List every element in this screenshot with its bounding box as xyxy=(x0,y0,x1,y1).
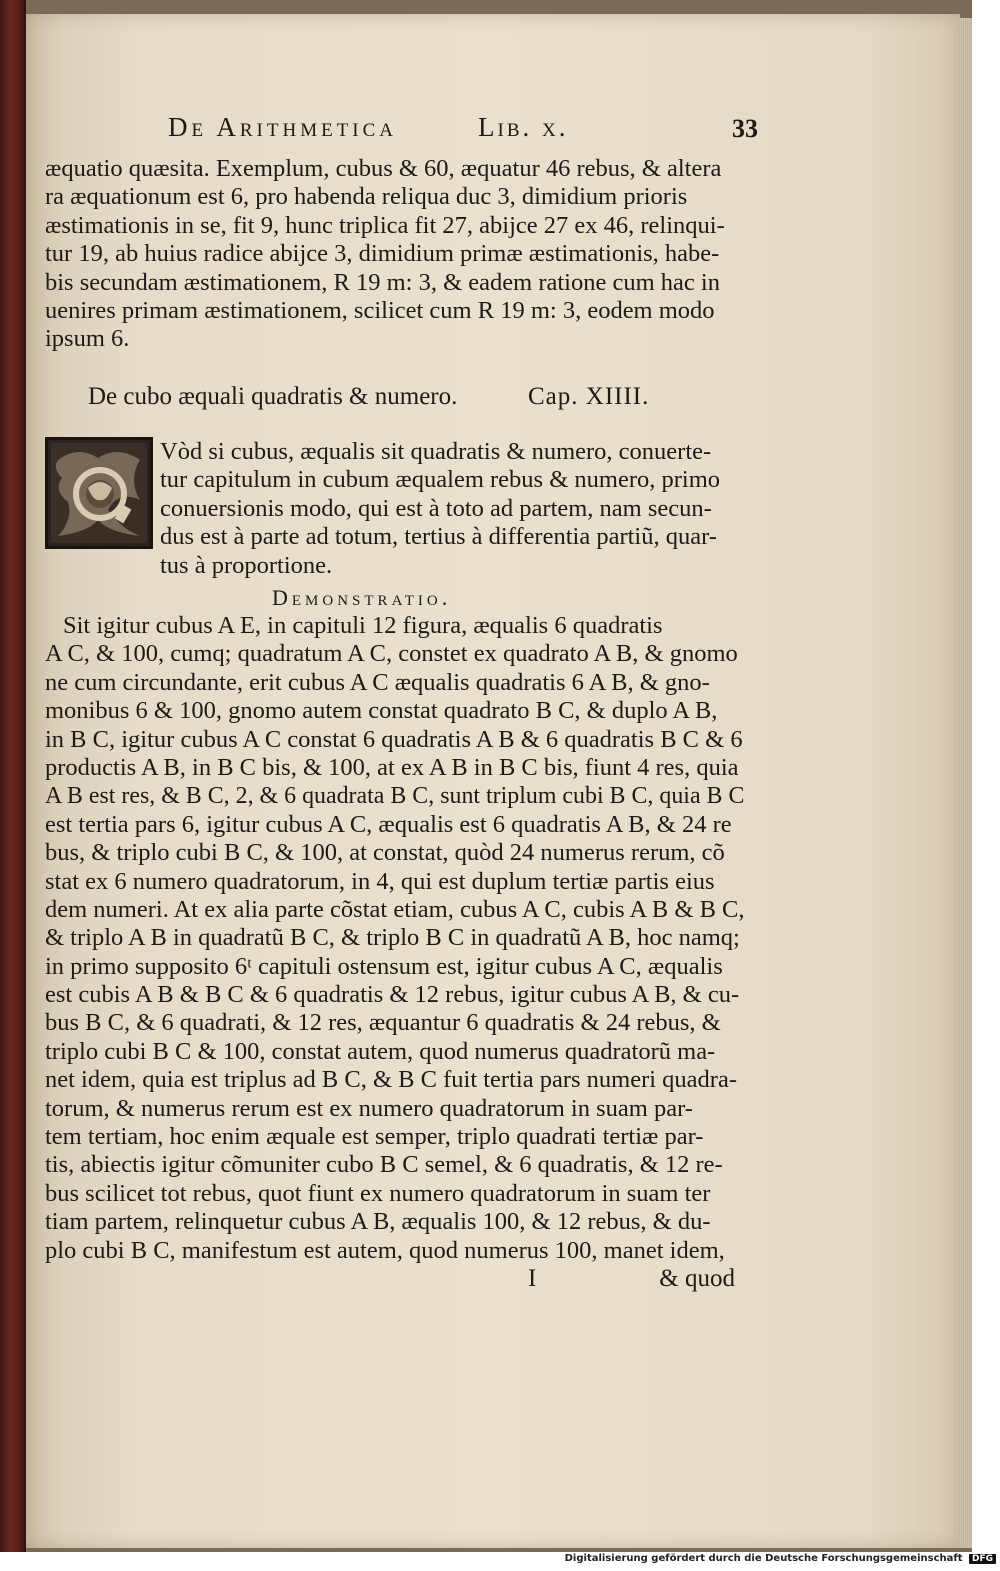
page-number: 33 xyxy=(732,114,758,143)
chapter-paragraph xyxy=(160,438,760,580)
catchword: & quod xyxy=(659,1265,735,1292)
digitization-credit xyxy=(565,1553,996,1569)
text-line: stat ex 6 numero quadratorum, in 4, qui est duplum tertiæ partis eius xyxy=(45,867,715,895)
initial-ornament-icon xyxy=(48,440,150,546)
text-line: ra æquationum est 6, pro habenda reliqua duc 3, dimidium prioris xyxy=(45,183,688,211)
credit-text: Digitalisierung gefördert durch die Deutsche Forschungsgemeinschaft xyxy=(564,1553,963,1564)
text-line: Vòd si cubus, æqualis sit quadratis & numero, conuerte- xyxy=(160,438,712,465)
demonstratio-heading: Demonstratio. xyxy=(272,585,452,610)
header-title: De Arithmetica xyxy=(168,112,398,142)
text-line: tus à proportione. xyxy=(160,551,333,579)
text-line: tem tertiam, hoc enim æquale est semper, triplo quadrati tertiæ par- xyxy=(45,1123,704,1151)
signature-mark: I xyxy=(528,1265,537,1292)
header-book: Lib. x. xyxy=(478,112,569,142)
text-line: triplo cubi B C & 100, constat autem, quod numerus quadratorũ ma- xyxy=(45,1037,716,1065)
text-line: dem numeri. At ex alia parte cõstat etiam, cubus A C, cubis A B & B C, xyxy=(45,895,745,923)
page-foot xyxy=(45,1265,735,1295)
text-line: est cubis A B & B C & 6 quadratis & 12 rebus, igitur cubus A B, & cu- xyxy=(45,981,740,1009)
text-line: tur 19, ab huius radice abijce 3, dimidium primæ æstimationis, habe- xyxy=(45,240,720,268)
chapter-title: De cubo æquali quadratis & numero. xyxy=(88,383,458,410)
text-line: net idem, quia est triplus ad B C, & B C fuit tertia pars numeri quadra- xyxy=(45,1066,737,1094)
text-line: in primo supposito 6ᵗ capituli ostensum est, igitur cubus A C, æqualis xyxy=(45,952,723,980)
text-line: A B est res, & B C, 2, & 6 quadrata B C, sunt triplum cubi B C, quia B C xyxy=(45,782,745,810)
text-line: tis, abiectis igitur cõmuniter cubo B C semel, & 6 quadratis, & 12 re- xyxy=(45,1151,723,1179)
text-line: tiam partem, relinquetur cubus A B, æqualis 100, & 12 rebus, & du- xyxy=(45,1208,711,1236)
text-line: conuersionis modo, qui est à toto ad partem, nam secun- xyxy=(160,494,712,522)
text-line: ipsum 6. xyxy=(45,325,130,353)
text-line: uenires primam æstimationem, scilicet cum R 19 m: 3, eodem modo xyxy=(45,296,715,324)
text-line: æquatio quæsita. Exemplum, cubus & 60, æquatur 46 rebus, & altera xyxy=(45,155,722,182)
page-edges xyxy=(958,18,972,1548)
dfg-logo-icon: DFG xyxy=(969,1554,996,1564)
text-line: in B C, igitur cubus A C constat 6 quadratis A B & 6 quadratis B C & 6 xyxy=(45,725,743,753)
text-line: ne cum circundante, erit cubus A C æqualis quadratis 6 A B, & gno- xyxy=(45,668,710,696)
decorated-initial xyxy=(45,437,153,549)
chapter-number: Cap. XIIII. xyxy=(528,383,650,410)
intro-paragraph xyxy=(45,155,745,354)
text-line: bus B C, & 6 quadrati, & 12 res, æquantur 6 quadratis & 24 rebus, & xyxy=(45,1009,721,1037)
text-line: A C, & 100, cumq; quadratum A C, constet ex quadrato A B, & gnomo xyxy=(45,640,738,668)
text-line: tur capitulum in cubum æqualem rebus & numero, primo xyxy=(160,466,720,494)
text-line: torum, & numerus rerum est ex numero quadratorum in suam par- xyxy=(45,1094,693,1122)
text-line: plo cubi B C, manifestum est autem, quod numerus 100, manet idem, xyxy=(45,1236,725,1264)
text-line: dus est à parte ad totum, tertius à differentia partiũ, quar- xyxy=(160,523,717,551)
running-header xyxy=(168,112,758,146)
text-line: bis secundam æstimationem, R 19 m: 3, & eadem ratione cum hac in xyxy=(45,268,720,296)
book-spine xyxy=(0,0,26,1552)
demonstratio-paragraph xyxy=(45,612,745,1265)
text-line: Sit igitur cubus A E, in capituli 12 figura, æqualis 6 quadratis xyxy=(63,612,663,639)
chapter-heading xyxy=(88,383,708,415)
text-line: & triplo A B in quadratũ B C, & triplo B C in quadratũ A B, hoc namq; xyxy=(45,924,740,952)
text-line: bus, & triplo cubi B C, & 100, at constat, quòd 24 numerus rerum, cõ xyxy=(45,839,725,867)
text-line: est tertia pars 6, igitur cubus A C, æqualis est 6 quadratis A B, & 24 re xyxy=(45,810,732,838)
text-line: æstimationis in se, fit 9, hunc triplica fit 27, abijce 27 ex 46, relinqui- xyxy=(45,211,725,239)
text-line: monibus 6 & 100, gnomo autem constat quadrato B C, & duplo A B, xyxy=(45,697,718,725)
text-line: bus scilicet tot rebus, quot fiunt ex numero quadratorum in suam ter xyxy=(45,1179,711,1207)
text-line: productis A B, in B C bis, & 100, at ex A B in B C bis, fiunt 4 res, quia xyxy=(45,753,739,781)
